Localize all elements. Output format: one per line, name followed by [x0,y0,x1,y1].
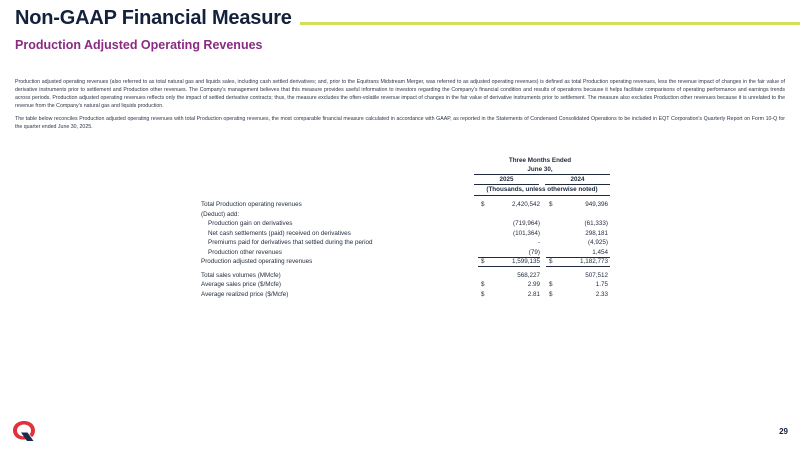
value-2025: 1,599,135 [511,258,540,265]
description-paragraph-1: Production adjusted operating revenues (also referred to as total natural gas and liquids sales, including cash settled derivatives; and, prior to the Equitrans Midstream Merger, was referred to as adjusted operating revenues) is defined as total Production operating revenues, less the revenue impact of changes in the fair value of derivative instruments prior to settlement and Production other revenues. The Company's management believes that this measure provides useful information to investors regarding the Company's financial condition and results of operations because it helps facilitate comparisons of operating performance and earnings trends across periods. Production adjusted operating revenues reflects only the impact of settled derivative contracts; thus, the measure excludes the often-volatile revenue impact of changes in the fair value of derivative instruments prior to settlement. The measure also excludes Production other revenues because it is unrelated to the revenue from the Company's natural gas and liquids production. [15,79,785,109]
row-label: Production other revenues [208,248,282,256]
row-label: Production adjusted operating revenues [201,258,313,265]
value-2025: 2.81 [527,290,540,298]
value-2024: 298,181 [585,229,608,237]
page-subtitle: Production Adjusted Operating Revenues [15,38,263,52]
value-2024: 1.75 [595,281,608,288]
table-row [200,280,610,290]
reconciliation-table [200,157,610,299]
page-title: Non-GAAP Financial Measure [15,7,292,29]
year-header-row [474,175,610,185]
value-2025: 2,420,542 [511,201,540,208]
currency-2024: $ [549,290,553,298]
year-header-2025: 2025 [474,175,539,185]
value-2024: 2.33 [595,290,608,298]
value-2024: 949,396 [585,201,608,208]
period-header-line1: Three Months Ended [508,157,572,164]
currency-2025: $ [481,201,485,208]
value-2024: 507,512 [585,271,608,279]
row-label: Total sales volumes (MMcfe) [201,271,281,279]
description-text [15,79,785,136]
value-2024: 1,454 [592,248,608,256]
value-2024: (61,333) [584,220,608,227]
row-label: Premiums paid for derivatives that settled during the period [208,239,373,246]
value-2025: - [537,239,540,246]
table-row [200,210,610,220]
value-2025: (719,964) [513,220,540,227]
currency-2025: $ [481,281,485,288]
currency-2024: $ [549,201,553,208]
value-2025: 2.99 [527,281,540,288]
table-row [200,248,610,258]
row-label: Total Production operating revenues [201,201,302,208]
units-header: (Thousands, unless otherwise noted) [474,185,610,196]
currency-2024: $ [549,281,553,288]
year-header-2024: 2024 [545,175,610,185]
table-row [200,290,610,300]
value-2024: 1,182,773 [579,258,608,265]
table-row [200,219,610,229]
row-label: Net cash settlements (paid) received on derivatives [208,229,351,237]
row-label: Average realized price ($/Mcfe) [201,290,289,298]
eqt-logo-icon [11,419,37,443]
title-accent-rule [300,22,800,25]
table-row-total [200,257,610,267]
table-row [200,238,610,248]
table-row [200,200,610,210]
value-2025: (101,364) [513,229,540,237]
value-2024: (4,925) [588,239,608,246]
row-label: (Deduct) add: [201,210,240,218]
row-label: Average sales price ($/Mcfe) [201,281,282,288]
description-paragraph-2: The table below reconciles Production adjusted operating revenues with total Production operating revenues, the most comparable financial measure calculated in accordance with GAAP, as reported in the Statements of Condensed Consolidated Operations to be included in EQT Corporation's Quarterly Report on Form 10-Q for the quarter ended June 30, 2025. [15,115,785,130]
table-row [200,229,610,239]
currency-2025: $ [481,290,485,298]
page-number: 29 [779,427,788,436]
row-label: Production gain on derivatives [208,220,293,227]
currency-2025: $ [481,258,485,265]
value-2025: 568,227 [517,271,540,279]
period-header-line2: June 30, [527,165,553,173]
table-row [200,271,610,281]
value-2025: (79) [528,248,540,256]
currency-2024: $ [549,258,553,265]
